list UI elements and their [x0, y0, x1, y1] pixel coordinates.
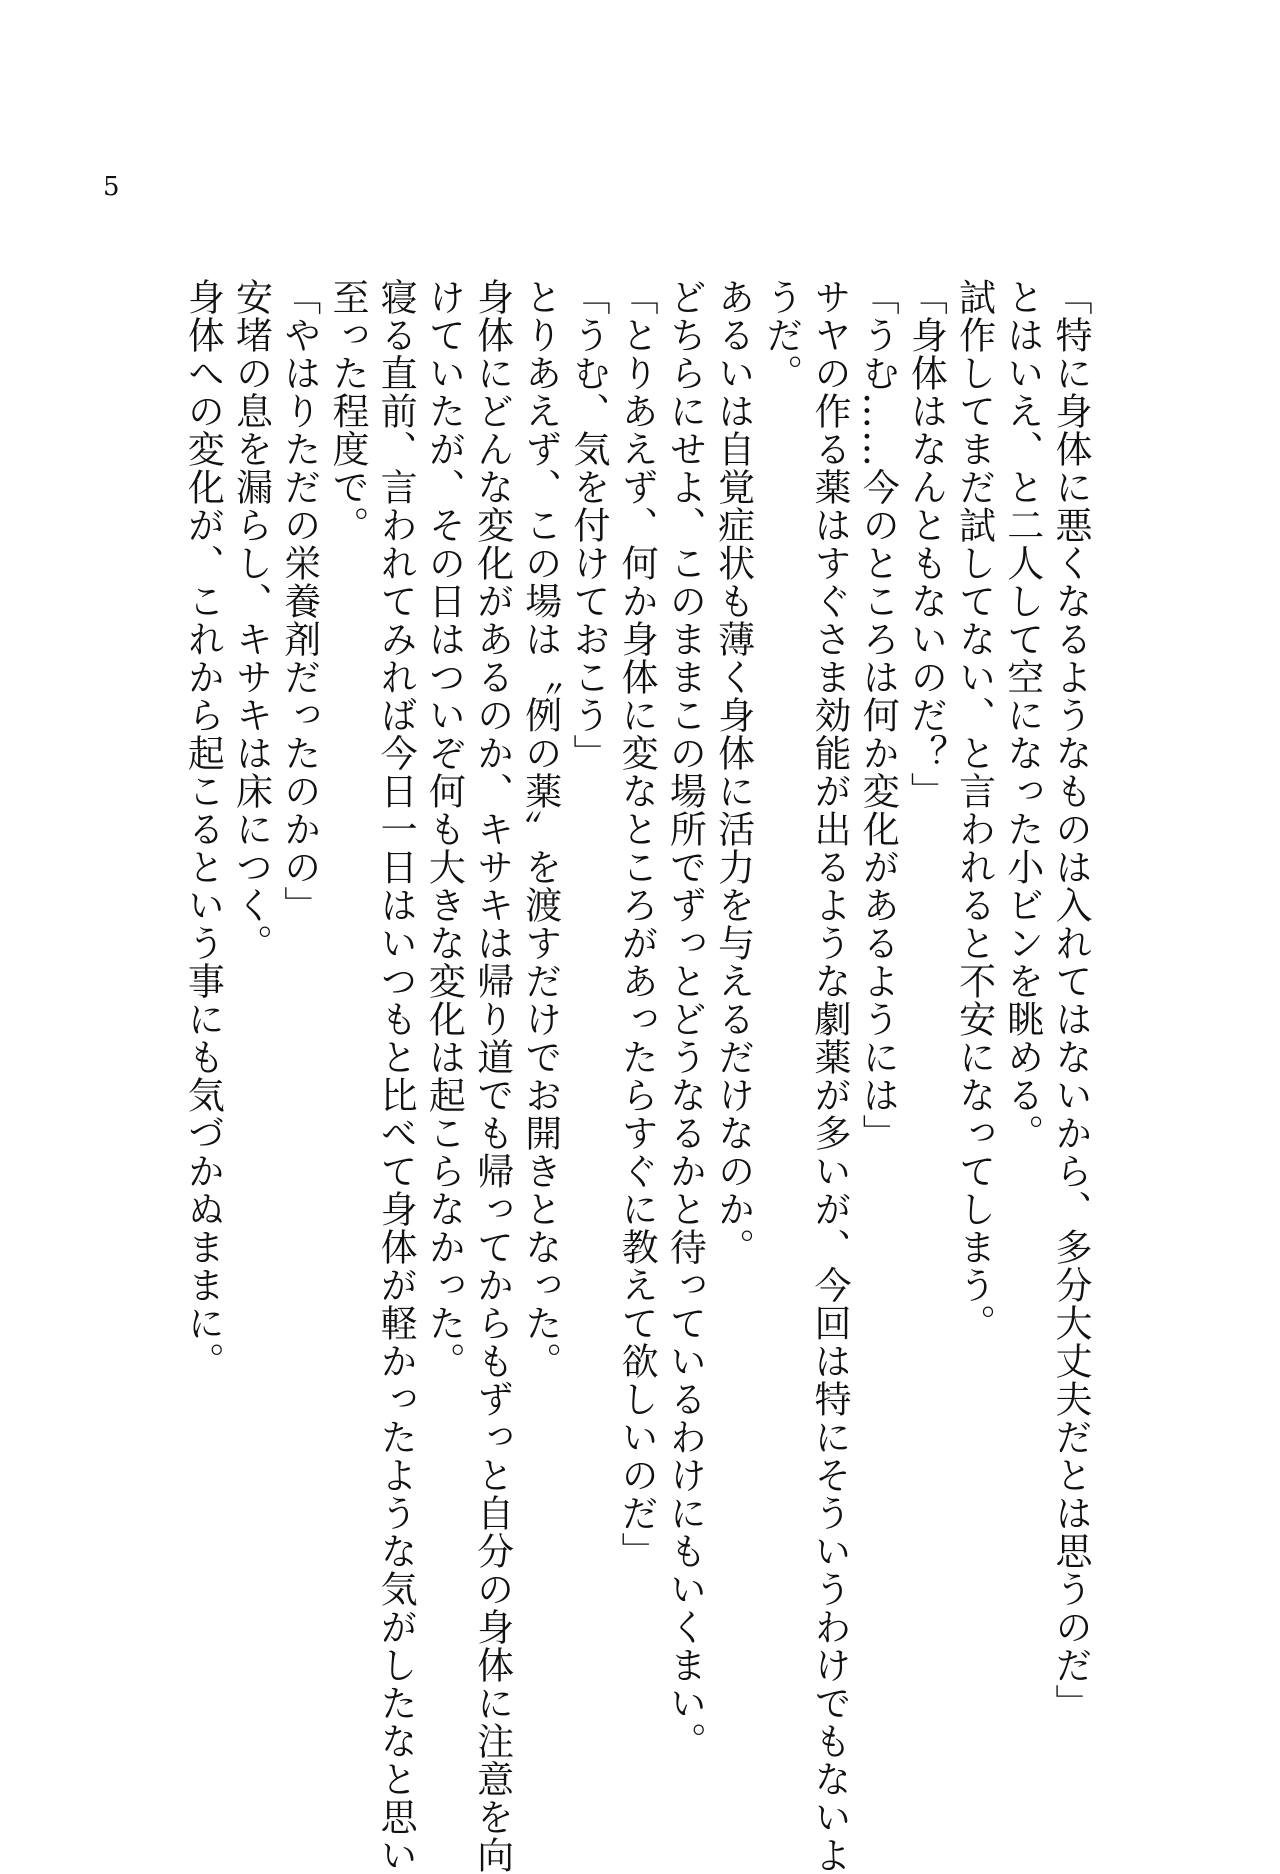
text-line: 至った程度で。: [325, 278, 369, 544]
text-line: けていたが、その日はついぞ何も大きな変化は起こらなかった。: [422, 278, 466, 1380]
text-line: どちらにせよ、このままこの場所でずっとどうなるかと待っているわけにもいくまい。: [663, 278, 707, 1760]
text-line: とりあえず、この場は〝例の薬〟を渡すだけでお開きとなった。: [518, 278, 562, 1380]
text-line: とはいえ、と二人して空になった小ビンを眺める。: [1000, 278, 1044, 1152]
body-text: [178, 278, 1094, 1874]
text-line: 「やはりただの栄養剤だったのかの」: [277, 278, 321, 924]
text-line: 「うむ、気を付けておこう」: [566, 278, 610, 772]
text-line: 「とりあえず、何か身体に変なところがあったらすぐに教えて欲しいのだ」: [615, 278, 659, 1570]
text-line: 「身体はなんともないのだ？」: [904, 278, 948, 810]
text-line: あるいは自覚症状も薄く身体に活力を与えるだけなのか。: [711, 278, 755, 1266]
text-line: 安堵の息を漏らし、キサキは床につく。: [229, 278, 273, 962]
text-line: 寝る直前、言われてみれば今日一日はいつもと比べて身体が軽かったような気がしたなと思い: [374, 278, 418, 1874]
text-line: 試作してまだ試してない、と言われると不安になってしまう。: [952, 278, 996, 1342]
text-line: 身体への変化が、これから起こるという事にも気づかぬままに。: [181, 278, 225, 1380]
text-line: サヤの作る薬はすぐさま効能が出るような劇薬が多いが、今回は特にそういうわけでもないよ: [807, 278, 851, 1874]
text-line: 「うむ……今のところは何か変化があるようには」: [856, 278, 900, 1152]
text-line: 身体にどんな変化があるのか、キサキは帰り道でも帰ってからもずっと自分の身体に注意を向: [470, 278, 514, 1874]
text-line: 「特に身体に悪くなるようなものは入れてはないから、多分大丈夫だとは思うのだ」: [1049, 278, 1092, 1722]
text-line: うだ。: [759, 278, 803, 392]
page-number: 5: [103, 172, 120, 202]
